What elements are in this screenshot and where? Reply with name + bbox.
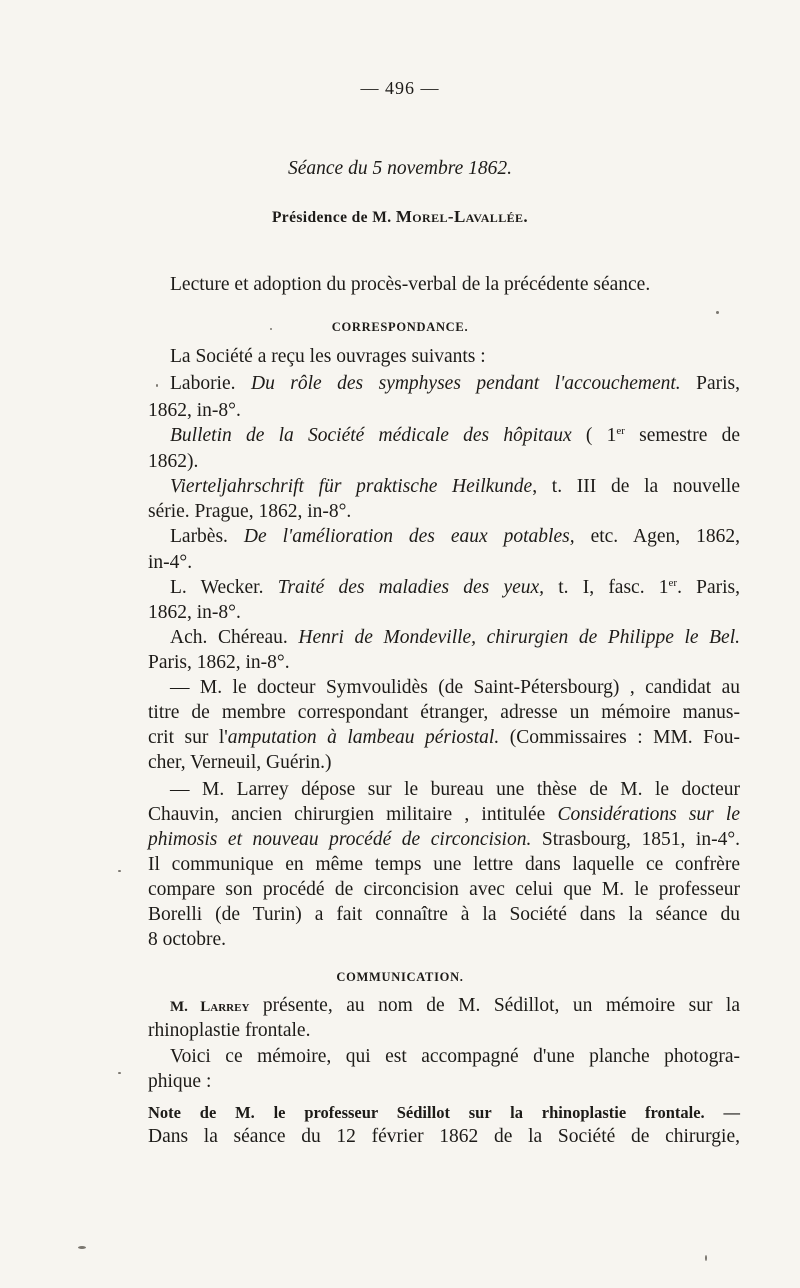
author: Larbès. [170, 526, 228, 547]
work-title: Du rôle des symphyses pendant l'accouchement. [250, 373, 681, 394]
author: Ach. Chéreau. [170, 627, 288, 648]
section-heading-communication: COMMUNICATION. [336, 970, 464, 984]
text: crit sur l' [148, 727, 228, 748]
note-first-line: Dans la séance du 12 février 1862 de la Société de chirurgie, [148, 1126, 740, 1147]
text: Chauvin, ancien chirurgien militaire , intitulée [148, 804, 546, 825]
work-larbes [170, 525, 740, 549]
work-title: Traité des maladies des yeux, [277, 577, 545, 598]
author: L. Wecker. [170, 577, 264, 598]
ordinal: 1 [606, 425, 617, 446]
work-vierteljahr-pub: série. Prague, 1862, in-8°. [148, 501, 352, 522]
larrey-line-5: compare son procédé de circoncision avec celui que M. le professeur [148, 879, 740, 900]
work-tail: etc. Agen, 1862, [590, 526, 741, 547]
work-title: Henri de Mondeville, chirurgien de Philippe le Bel. [298, 627, 741, 648]
presidence-line [0, 205, 800, 230]
correspondance-intro: La Société a reçu les ouvrages suivants : [170, 346, 486, 367]
work-chereau [170, 626, 740, 650]
symvoulides-line-3 [148, 726, 740, 750]
symvoulides-line-1: — M. le docteur Symvoulidès (de Saint-Pétersbourg) , candidat au [170, 677, 740, 698]
ordinal-suffix: er [668, 577, 678, 589]
print-speck [118, 1072, 121, 1074]
work-title: amputation à lambeau périostal. [227, 727, 500, 748]
place: Paris, [696, 373, 740, 394]
print-speck [716, 311, 719, 314]
larrey-line-6: Borelli (de Turin) a fait connaître à la Société dans la séance du [148, 904, 740, 925]
paren: ( [585, 425, 593, 446]
larrey-line-1: — M. Larrey dépose sur le bureau une thèse de M. le docteur [170, 779, 740, 800]
print-speck [118, 870, 121, 872]
print-speck [78, 1246, 86, 1249]
work-title: Considérations sur le [557, 804, 741, 825]
work-bulletin-year: 1862). [148, 451, 199, 472]
work-tail: , t. III de la nouvelle [532, 476, 741, 497]
author: Laborie. [170, 373, 236, 394]
president-name: Morel-Lavallée. [395, 207, 529, 226]
communication-line-1 [170, 994, 740, 1019]
print-speck [270, 328, 272, 330]
opening-line: Lecture et adoption du procès-verbal de la précédente séance. [170, 274, 651, 295]
print-speck [705, 1255, 707, 1261]
wecker-tail [558, 577, 740, 598]
communication-line-3: Voici ce mémoire, qui est accompagné d'une planche photogra- [170, 1046, 740, 1067]
semestre: semestre de [639, 425, 740, 446]
text: (Commissaires : MM. Fou- [509, 727, 740, 748]
text: Strasbourg, 1851, in-4°. [541, 829, 740, 850]
note-title: Note de M. le professeur Sédillot sur la rhinoplastie frontale. — [148, 1103, 740, 1122]
work-bulletin [170, 424, 740, 448]
work-chereau-pub: Paris, 1862, in-8°. [148, 652, 290, 673]
presidence-label: Présidence de M. [271, 209, 392, 226]
communication-line-4: phique : [148, 1071, 212, 1092]
work-title: phimosis et nouveau procédé de circoncision. [148, 829, 532, 850]
larrey-line-4: Il communique en même temps une lettre dans laquelle ce confrère [148, 854, 740, 875]
work-wecker [170, 576, 740, 600]
work-vierteljahr [170, 475, 740, 499]
larrey-line-2 [148, 803, 740, 827]
print-speck [156, 384, 158, 387]
work-title: De l'amélioration des eaux potables, [243, 526, 575, 547]
work-title: Vierteljahrschrift für praktische Heilkunde [170, 476, 533, 497]
session-title: Séance du 5 novembre 1862. [287, 158, 512, 179]
work-laborie-pub: 1862, in-8°. [148, 400, 241, 421]
larrey-line-3 [148, 828, 740, 852]
work-wecker-pub: 1862, in-8°. [148, 602, 241, 623]
larrey-line-7: 8 octobre. [148, 929, 226, 950]
communication-line-2: rhinoplastie frontale. [148, 1020, 311, 1041]
speaker-name: M. Larrey [170, 999, 250, 1015]
work-title: Bulletin de la Société médicale des hôpitaux [170, 425, 572, 446]
symvoulides-line-4: cher, Verneuil, Guérin.) [148, 752, 332, 773]
bulletin-semester [586, 425, 625, 446]
section-heading-correspondance: CORRESPONDANCE. [331, 320, 469, 334]
page-number: — 496 — [360, 78, 440, 98]
symvoulides-line-2: titre de membre correspondant étranger, adresse un mémoire manus- [148, 702, 740, 723]
work-larbes-pub: in-4°. [148, 552, 193, 573]
work-laborie [170, 372, 740, 396]
ordinal-suffix: er [616, 425, 625, 437]
text: présente, au nom de M. Sédillot, un mémoire sur la [262, 995, 740, 1016]
work-tail: . Paris, [677, 577, 741, 598]
work-tail: t. I, fasc. 1 [558, 577, 669, 598]
